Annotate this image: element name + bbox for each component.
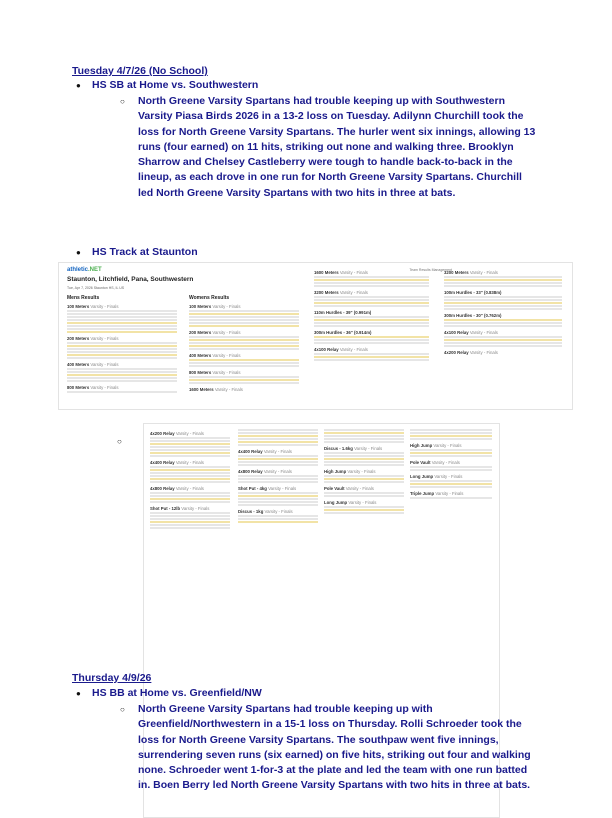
- event-heading: 1600 Meters Varsity - Finals: [314, 270, 368, 275]
- track-results-image-top: [58, 262, 573, 410]
- event-heading: 400 Meters Varsity - Finals: [67, 362, 119, 367]
- event-heading: 4x100 Relay Varsity - Finals: [444, 330, 498, 335]
- event-heading: 110m Hurdles - 39" (0.991m): [314, 310, 372, 315]
- event-heading: 300m Hurdles - 36" (0.914m): [314, 330, 372, 335]
- athletic-net-logo: athletic.NET: [67, 267, 102, 273]
- event-heading: 4x400 Relay Varsity - Finals: [150, 460, 204, 465]
- event-heading: 400 Meters Varsity - Finals: [189, 353, 241, 358]
- results-column-b4: [410, 428, 492, 500]
- event-heading: 200 Meters Varsity - Finals: [189, 330, 241, 335]
- results-column-4: [444, 267, 562, 355]
- day-heading: Thursday 4/9/26: [72, 672, 152, 684]
- meet-subtitle: Tue, Apr 7, 2026 Staunton HS, IL US: [67, 286, 125, 290]
- event-heading: 4x200 Relay Varsity - Finals: [150, 431, 204, 436]
- event-heading: High Jump Varsity - Finals: [410, 443, 462, 448]
- event-heading: 300m Hurdles - 30" (0.762m): [444, 313, 502, 318]
- results-column-b2: [238, 428, 318, 524]
- event-heading: High Jump Varsity - Finals: [324, 469, 376, 474]
- event-heading: Discus - 1kg Varsity - Finals: [238, 509, 293, 514]
- event-heading: Long Jump Varsity - Finals: [410, 474, 463, 479]
- event-heading: 4x800 Relay Varsity - Finals: [150, 486, 204, 491]
- event-heading: 800 Meters Varsity - Finals: [189, 370, 241, 375]
- game-summary: [138, 702, 538, 794]
- day-heading: Tuesday 4/7/26 (No School): [72, 65, 208, 77]
- tagline: Team Results Management: [409, 268, 452, 272]
- results-column-b1: [150, 428, 230, 530]
- game-summary: [138, 94, 538, 201]
- empty-sub-bullet: ○: [117, 437, 122, 446]
- event-heading: 4x400 Relay Varsity - Finals: [238, 449, 292, 454]
- womens-header: Womens Results: [189, 295, 230, 301]
- event-heading: 4x800 Relay Varsity - Finals: [238, 469, 292, 474]
- event-heading: Shot Put - 4kg Varsity - Finals: [238, 486, 297, 491]
- event-heading: 800 Meters Varsity - Finals: [67, 385, 119, 390]
- event-heading: 3200 Meters Varsity - Finals: [314, 290, 368, 295]
- results-column-b3: [324, 428, 404, 515]
- womens-results-column: [189, 295, 299, 392]
- event-title: ● HS Track at Staunton: [92, 246, 198, 258]
- game-summary-text: ○ North Greene Varsity Spartans had trouble keeping up with Southwestern Varsity Piasa Birds 2026 in a 13-2 loss on Tuesday. Adilynn Churchill took the loss for North Greene Varsity Spartans. The hurler went six innings, allowing 13 runs (four earned) on 11 hits, striking out none and walking three. Brooklyn Sharrow and Chelsey Castleberry were tough to handle back-to-back in the lineup, as each drove in one run for North Greene Varsity Spartans. Churchill led North Greene Varsity Spartans with two hits in three at bats.: [138, 95, 536, 199]
- game-summary-text: ○ North Greene Varsity Spartans had trouble keeping up with Greenfield/Northwestern in a 15-1 loss on Thursday. Rolli Schroeder took the loss for North Greene Varsity Spartans. The southpaw went five innings, surrendering seven runs (six earned) on five hits, striking out four and walking none. Schroeder went 1-for-3 at the plate and led the team with one run batted in. Boen Berry led North Greene Varsity Spartans with two hits in three at bats.: [138, 703, 531, 792]
- event-heading: 100m Hurdles - 33" (0.838m): [444, 290, 502, 295]
- meet-title: Staunton, Litchfield, Pana, Southwestern: [67, 276, 194, 283]
- event-heading: 4x200 Relay Varsity - Finals: [444, 350, 498, 355]
- event-heading: Long Jump Varsity - Finals: [324, 500, 377, 505]
- event-title: ● HS BB at Home vs. Greenfield/NW: [92, 687, 262, 699]
- event-heading: 100 Meters Varsity - Finals: [67, 304, 119, 309]
- event-heading: 100 Meters Varsity - Finals: [189, 304, 241, 309]
- event-heading: 200 Meters Varsity - Finals: [67, 336, 119, 341]
- event-heading: Shot Put - 12lb Varsity - Finals: [150, 506, 210, 511]
- mens-results-column: [67, 295, 177, 394]
- event-heading: Discus - 1.6kg Varsity - Finals: [324, 446, 383, 451]
- event-heading: Triple Jump Varsity - Finals: [410, 491, 464, 496]
- event-heading: 3200 Meters Varsity - Finals: [444, 270, 498, 275]
- mens-header: Mens Results: [67, 295, 100, 301]
- event-title: ● HS SB at Home vs. Southwestern: [92, 79, 258, 91]
- event-heading: Pole Vault Varsity - Finals: [324, 486, 374, 491]
- results-column-3: [314, 267, 429, 362]
- event-heading: Pole Vault Varsity - Finals: [410, 460, 460, 465]
- event-heading: 4x100 Relay Varsity - Finals: [314, 347, 368, 352]
- event-heading: 1600 Meters Varsity - Finals: [189, 387, 243, 392]
